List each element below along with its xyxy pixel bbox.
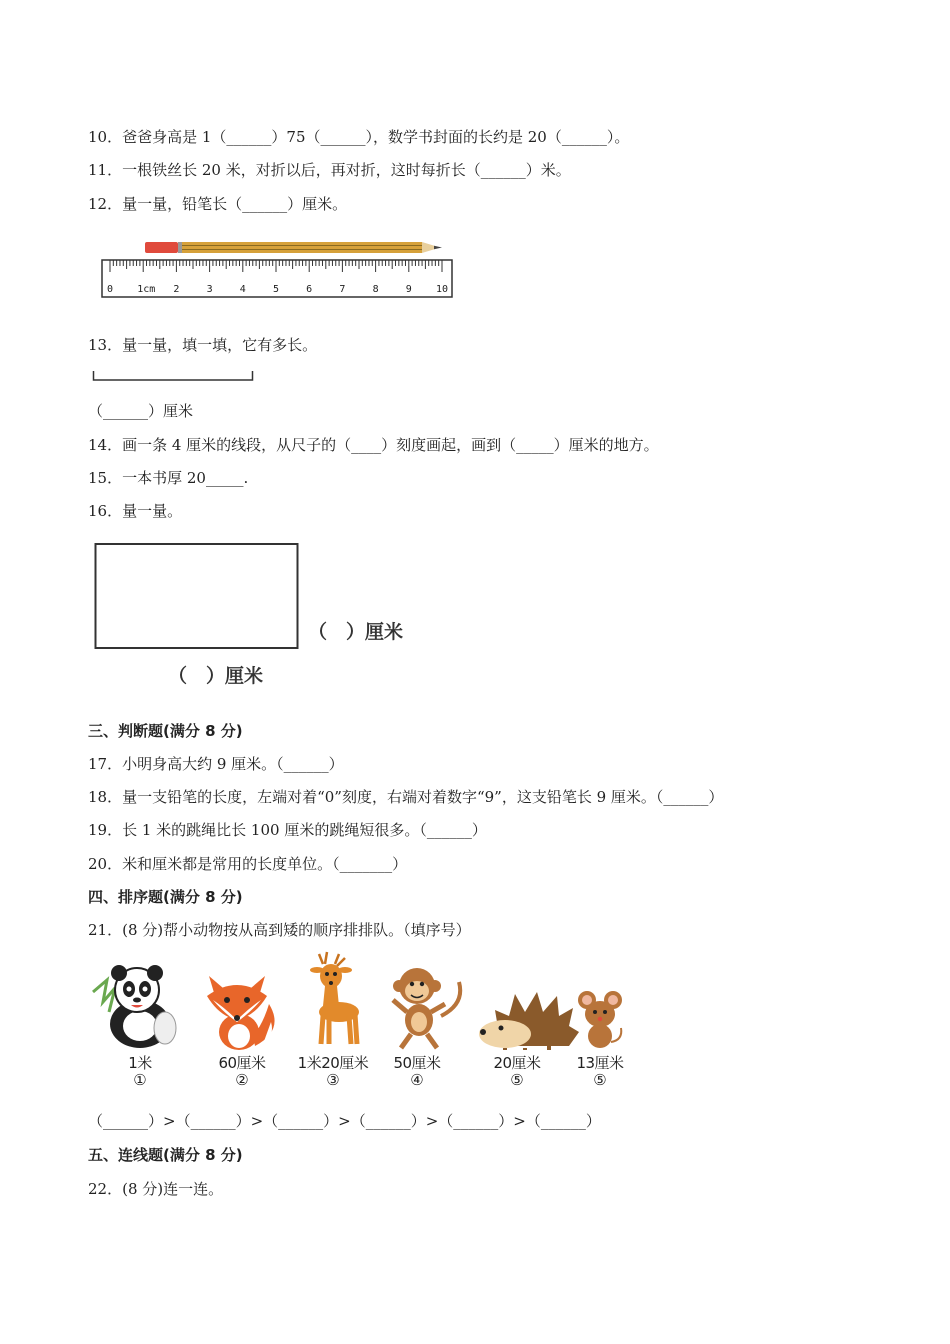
- ruler-number: 7: [339, 284, 346, 295]
- panda-icon: [93, 965, 176, 1048]
- question-21-answer: （______）>（______）>（______）>（______）>（______）>（______）: [88, 1112, 601, 1130]
- animal-height-label: 13厘米: [576, 1054, 624, 1072]
- deer-icon: [310, 952, 359, 1044]
- question-19: 19．长 1 米的跳绳比长 100 厘米的跳绳短很多。（______）: [88, 821, 487, 839]
- question-18: 18．量一支铅笔的长度，左端对着“0”刻度，右端对着数字“9”，这支铅笔长 9 厘米。（______）: [88, 788, 724, 806]
- question-20: 20．米和厘米都是常用的长度单位。（_______）: [88, 855, 408, 873]
- line-segment-figure: [92, 370, 256, 382]
- mouse-icon: [578, 991, 622, 1048]
- pencil-ruler-figure: [100, 238, 456, 300]
- rectangle-side-label: （ ）厘米: [308, 621, 404, 643]
- monkey-icon: [393, 968, 460, 1048]
- animal-number: ④: [410, 1071, 424, 1089]
- rectangle-figure: [93, 541, 301, 651]
- ruler-number: 3: [206, 284, 213, 295]
- section-5-heading: 五、连线题(满分 8 分): [88, 1146, 243, 1164]
- question-22: 22．(8 分)连一连。: [88, 1180, 224, 1198]
- ruler-number: 4: [239, 284, 246, 295]
- ruler-number: 0: [106, 284, 114, 295]
- rectangle-bottom-label: （ ）厘米: [168, 665, 264, 687]
- question-21: 21．(8 分)帮小动物按从高到矮的顺序排排队。（填序号）: [88, 921, 471, 939]
- ruler-number: 9: [405, 284, 412, 295]
- question-13-answer: （______）厘米: [88, 402, 194, 420]
- question-14: 14．画一条 4 厘米的线段，从尺子的（____）刻度画起，画到（_____）厘米的地方。: [88, 436, 659, 454]
- ruler-number: 2: [173, 284, 180, 295]
- hedgehog-icon: [479, 992, 579, 1050]
- fox-icon: [207, 976, 275, 1050]
- ruler-number: 1cm: [137, 284, 156, 295]
- animal-number: ③: [326, 1071, 340, 1089]
- section-4-heading: 四、排序题(满分 8 分): [88, 888, 243, 906]
- question-10: 10．爸爸身高是 1（______）75（______），数学书封面的长约是 20（______）。: [88, 128, 630, 146]
- animal-height-label: 1米: [128, 1054, 152, 1072]
- ruler-icon: [102, 260, 452, 297]
- question-13: 13．量一量，填一填，它有多长。: [88, 336, 318, 354]
- question-15: 15．一本书厚 20_____.: [88, 469, 249, 487]
- section-3-heading: 三、判断题(满分 8 分): [88, 722, 243, 740]
- animal-number: ⑤: [510, 1071, 524, 1089]
- animals-figure: [85, 950, 645, 1050]
- pencil-icon: [145, 242, 442, 253]
- animal-height-label: 20厘米: [493, 1054, 541, 1072]
- animal-number: ②: [235, 1071, 249, 1089]
- ruler-number: 10: [435, 284, 449, 295]
- animal-number: ⑤: [593, 1071, 607, 1089]
- ruler-number: 6: [306, 284, 313, 295]
- question-12: 12．量一量，铅笔长（______）厘米。: [88, 195, 348, 213]
- animal-height-label: 1米20厘米: [297, 1054, 369, 1072]
- animal-height-label: 60厘米: [218, 1054, 266, 1072]
- animal-number: ①: [133, 1071, 147, 1089]
- question-11: 11．一根铁丝长 20 米，对折以后，再对折，这时每折长（______）米。: [88, 161, 571, 179]
- ruler-number: 8: [372, 284, 379, 295]
- question-17: 17．小明身高大约 9 厘米。（______）: [88, 755, 344, 773]
- question-16: 16．量一量。: [88, 502, 183, 520]
- ruler-number: 5: [272, 284, 280, 295]
- animal-height-label: 50厘米: [393, 1054, 441, 1072]
